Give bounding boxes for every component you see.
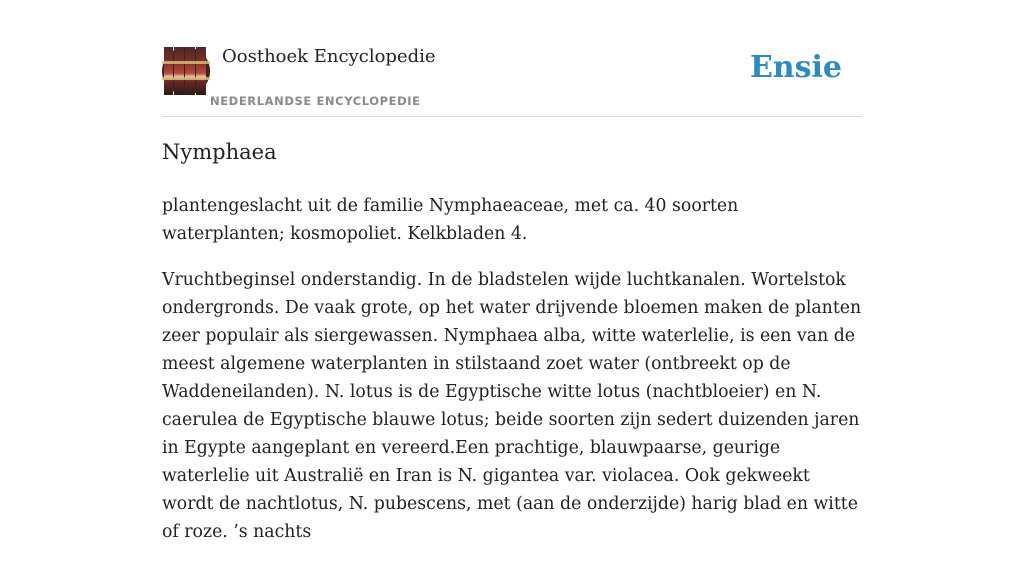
site-header — [162, 0, 862, 117]
article-page — [162, 0, 862, 542]
article-paragraph: plantengeslacht uit de familie Nymphaeaceae, met ca. 40 soorten waterplanten; kosmopoliet. Kelkbladen 4. — [162, 196, 739, 244]
site-subtitle: NEDERLANDSE ENCYCLOPEDIE — [210, 94, 421, 108]
article-paragraph: Vruchtbeginsel onderstandig. In de bladstelen wijde luchtkanalen. Wortelstok ondergronds. De vaak grote, op het water drijvende bloemen maken de planten zeer populair als siergewassen. Nymphaea alba, witte waterlelie, is een van de meest algemene waterplanten in stilstaand zoet water (ontbreekt op de Waddeneilanden). N. lotus is de Egyptische witte lotus (nachtbloeier) en N. caerulea de Egyptische blauwe lotus; beide soorten zijn sedert duizenden jaren in Egypte aangeplant en vereerd.Een prachtige, blauwpaarse, geurige waterlelie uit Australië en Iran is N. gigantea var. violacea. Ook gekweekt wordt de nachtlotus, N. pubescens, met (aan de onderzijde) harig blad en witte of roze. ’s nachts — [162, 270, 862, 542]
article-body — [162, 192, 862, 564]
brand-logo[interactable]: Ensie — [749, 50, 842, 85]
encyclopedia-books-icon[interactable] — [162, 47, 210, 95]
article-title: Nymphaea — [162, 140, 277, 164]
site-title[interactable]: Oosthoek Encyclopedie — [222, 46, 436, 67]
